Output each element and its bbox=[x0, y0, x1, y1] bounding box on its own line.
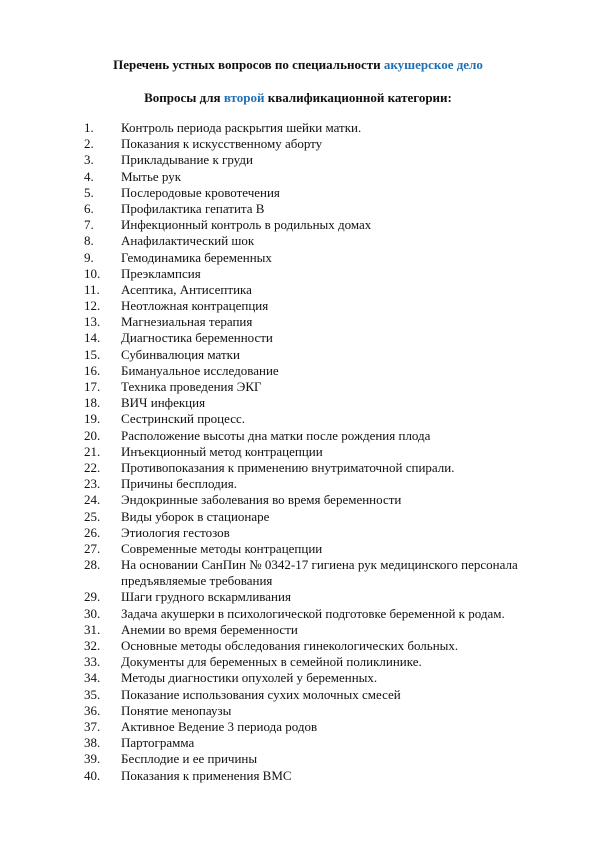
list-item bbox=[0, 654, 596, 670]
question-text: Партограмма bbox=[121, 735, 195, 751]
question-number: 13. bbox=[84, 314, 101, 330]
question-text: Асептика, Антисептика bbox=[121, 281, 252, 297]
question-text: Современные методы контрацепции bbox=[121, 540, 323, 556]
question-text: Понятие менопаузы bbox=[121, 702, 232, 718]
list-item bbox=[0, 217, 596, 233]
question-text: Диагностика беременности bbox=[121, 330, 273, 346]
question-text: Показание использования сухих молочных смесей bbox=[121, 686, 401, 702]
question-text: Бимануальное исследование bbox=[121, 362, 279, 378]
question-number: 15. bbox=[84, 346, 101, 362]
question-number: 29. bbox=[84, 589, 101, 605]
question-text: Преэклампсия bbox=[121, 265, 201, 281]
question-number: 27. bbox=[84, 540, 101, 556]
list-item bbox=[0, 201, 596, 217]
list-item bbox=[0, 233, 596, 249]
question-text: ВИЧ инфекция bbox=[121, 395, 206, 411]
question-number: 17. bbox=[84, 379, 101, 394]
list-item bbox=[0, 395, 596, 411]
list-item bbox=[0, 169, 596, 185]
question-text: Техника проведения ЭКГ bbox=[121, 379, 262, 394]
list-item bbox=[0, 250, 596, 266]
question-number: 6. bbox=[84, 200, 94, 216]
question-number: 2. bbox=[84, 136, 94, 152]
question-number: 5. bbox=[84, 184, 94, 200]
question-text: Основные методы обследования гинекологических больных. bbox=[121, 638, 459, 654]
question-text: Инъекционный метод контрацепции bbox=[121, 443, 323, 459]
list-item bbox=[0, 622, 596, 638]
list-item bbox=[0, 606, 596, 622]
question-text: Активное Ведение 3 периода родов bbox=[121, 718, 318, 734]
question-number: 20. bbox=[84, 427, 101, 443]
subtitle-category: второй bbox=[223, 90, 265, 105]
list-item bbox=[0, 719, 596, 735]
list-item bbox=[0, 525, 596, 541]
list-item bbox=[0, 152, 596, 168]
list-item bbox=[0, 185, 596, 201]
question-number: 12. bbox=[84, 298, 101, 314]
question-text: На основании СанПин № 0342-17 гигиена рук медицинского персонала предъявляемые требования bbox=[121, 557, 518, 589]
question-list bbox=[0, 120, 596, 784]
question-text: Сестринский процесс. bbox=[121, 411, 245, 427]
question-text: Анафилактический шок bbox=[121, 233, 255, 249]
question-text: Причины бесплодия. bbox=[121, 476, 237, 492]
question-text: Этиология гестозов bbox=[121, 524, 230, 540]
list-item bbox=[0, 703, 596, 719]
question-number: 14. bbox=[84, 330, 101, 346]
list-item bbox=[0, 314, 596, 330]
question-number: 37. bbox=[84, 718, 101, 734]
question-number: 7. bbox=[84, 217, 94, 233]
question-text: Бесплодие и ее причины bbox=[121, 751, 258, 767]
question-text: Виды уборок в стационаре bbox=[121, 508, 270, 524]
list-item bbox=[0, 768, 596, 784]
question-number: 23. bbox=[84, 476, 101, 492]
page-title bbox=[0, 57, 596, 73]
question-number: 35. bbox=[84, 686, 101, 702]
list-item bbox=[0, 509, 596, 525]
question-number: 22. bbox=[84, 459, 101, 475]
list-item bbox=[0, 411, 596, 427]
list-item bbox=[0, 379, 596, 395]
question-text: Расположение высоты дна матки после рождения плода bbox=[121, 427, 431, 443]
question-number: 1. bbox=[84, 120, 94, 135]
question-text: Показания к применения ВМС bbox=[121, 767, 292, 783]
question-text: Послеродовые кровотечения bbox=[121, 184, 280, 200]
list-item bbox=[0, 347, 596, 363]
question-number: 25. bbox=[84, 508, 101, 524]
question-text: Инфекционный контроль в родильных домах bbox=[121, 217, 372, 233]
question-number: 30. bbox=[84, 605, 101, 621]
question-text: Эндокринные заболевания во время беременности bbox=[121, 492, 402, 508]
list-item bbox=[0, 476, 596, 492]
question-number: 33. bbox=[84, 654, 101, 670]
list-item bbox=[0, 670, 596, 686]
list-item bbox=[0, 120, 596, 136]
list-item bbox=[0, 557, 596, 589]
question-text: Анемии во время беременности bbox=[121, 621, 298, 637]
list-item bbox=[0, 298, 596, 314]
page-title-specialty: акушерское дело bbox=[383, 57, 483, 72]
subtitle-prefix: Вопросы для bbox=[144, 90, 224, 105]
question-number: 31. bbox=[84, 621, 101, 637]
list-item bbox=[0, 266, 596, 282]
question-text: Контроль периода раскрытия шейки матки. bbox=[121, 120, 362, 135]
question-number: 40. bbox=[84, 767, 101, 783]
list-item bbox=[0, 638, 596, 654]
question-text: Магнезиальная терапия bbox=[121, 314, 253, 330]
page-subtitle bbox=[0, 90, 596, 106]
list-item bbox=[0, 687, 596, 703]
question-number: 36. bbox=[84, 702, 101, 718]
list-item bbox=[0, 330, 596, 346]
question-text: Неотложная контрацепция bbox=[121, 298, 269, 314]
question-text: Документы для беременных в семейной поликлинике. bbox=[121, 654, 422, 670]
question-number: 19. bbox=[84, 411, 101, 427]
list-item bbox=[0, 541, 596, 557]
list-item bbox=[0, 136, 596, 152]
question-text: Методы диагностики опухолей у беременных. bbox=[121, 670, 378, 686]
question-text: Шаги грудного вскармливания bbox=[121, 589, 291, 605]
question-number: 18. bbox=[84, 395, 101, 411]
list-item bbox=[0, 282, 596, 298]
list-item bbox=[0, 428, 596, 444]
question-text: Профилактика гепатита В bbox=[121, 200, 265, 216]
question-text: Мытье рук bbox=[121, 168, 182, 184]
question-text: Задача акушерки в психологической подготовке беременной к родам. bbox=[121, 605, 505, 621]
question-number: 21. bbox=[84, 443, 101, 459]
question-text: Прикладывание к груди bbox=[121, 152, 253, 168]
question-number: 28. bbox=[84, 557, 101, 573]
question-number: 24. bbox=[84, 492, 101, 508]
list-item bbox=[0, 589, 596, 605]
question-text: Показания к искусственному аборту bbox=[121, 136, 323, 152]
list-item bbox=[0, 363, 596, 379]
question-number: 10. bbox=[84, 265, 101, 281]
list-item bbox=[0, 460, 596, 476]
question-number: 11. bbox=[84, 281, 100, 297]
question-number: 39. bbox=[84, 751, 101, 767]
question-number: 32. bbox=[84, 638, 101, 654]
question-number: 8. bbox=[84, 233, 94, 249]
question-number: 3. bbox=[84, 152, 94, 168]
question-number: 4. bbox=[84, 168, 94, 184]
list-item bbox=[0, 444, 596, 460]
question-number: 26. bbox=[84, 524, 101, 540]
question-text: Гемодинамика беременных bbox=[121, 249, 272, 265]
question-text: Противопоказания к применению внутриматочной спирали. bbox=[121, 459, 455, 475]
question-text: Субинвалюция матки bbox=[121, 346, 240, 362]
list-item bbox=[0, 751, 596, 767]
question-number: 16. bbox=[84, 362, 101, 378]
question-number: 9. bbox=[84, 249, 94, 265]
subtitle-suffix: квалификационной категории: bbox=[264, 90, 452, 105]
list-item bbox=[0, 735, 596, 751]
list-item bbox=[0, 492, 596, 508]
question-number: 34. bbox=[84, 670, 101, 686]
page-title-prefix: Перечень устных вопросов по специальности bbox=[113, 57, 384, 72]
question-number: 38. bbox=[84, 735, 101, 751]
